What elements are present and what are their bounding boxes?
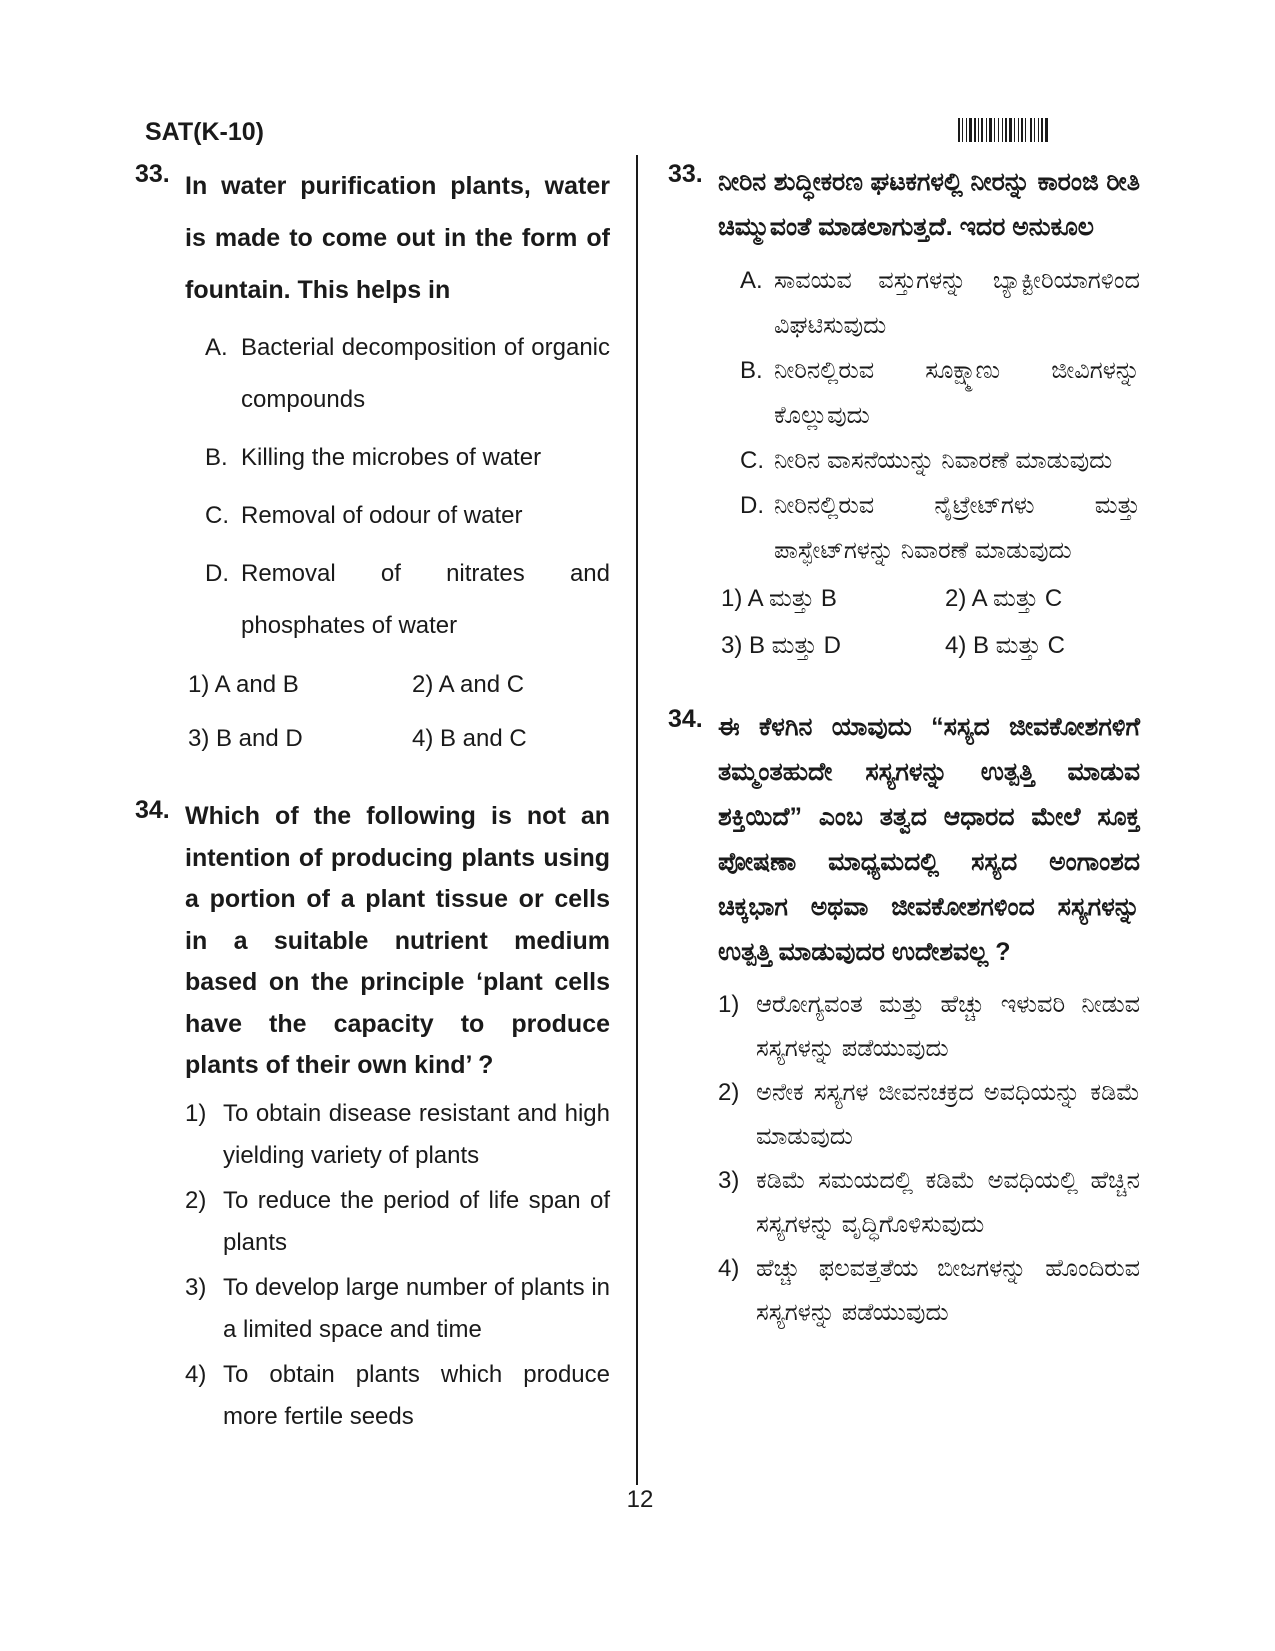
statement-text: ಸಾವಯವ ವಸ್ತುಗಳನ್ನು ಬ್ಯಾಕ್ಟೀರಿಯಾಗಳಿಂದ ವಿಘಟಿಸುವುದು: [774, 267, 1140, 339]
statement-list: [718, 258, 1140, 573]
statement-text: Removal of odour of water: [241, 502, 523, 529]
answer-choice-2: 2) A ಮತ್ತು C: [945, 585, 1063, 612]
statement-text: Bacterial decomposition of organic compounds: [241, 334, 610, 413]
option-label: 2): [718, 1079, 740, 1106]
statement-d: [718, 483, 1140, 573]
question-number: 34.: [668, 705, 703, 733]
statement-c: [718, 438, 1140, 483]
column-divider: [636, 155, 638, 1485]
page-number: 12: [626, 1486, 654, 1513]
statement-list: [185, 322, 610, 652]
option-list: [718, 983, 1140, 1335]
question-text: ನೀರಿನ ಶುದ್ಧೀಕರಣ ಘಟಕಗಳಲ್ಲಿ ನೀರನ್ನು ಕಾರಂಜಿ ರೀತಿ ಚಿಮ್ಮುವಂತೆ ಮಾಡಲಾಗುತ್ತದೆ. ಇದರ ಅನುಕೂಲ: [718, 168, 1140, 241]
statement-text: ನೀರಿನಲ್ಲಿರುವ ಸೂಕ್ಷ್ಮಾಣು ಜೀವಿಗಳನ್ನು ಕೊಲ್ಲುವುದು: [774, 357, 1140, 429]
option-list: [185, 1093, 610, 1438]
english-column: [135, 160, 610, 1441]
option-2: [718, 1071, 1140, 1159]
answer-choice-4: 4) B and C: [412, 725, 527, 752]
statement-label: C.: [205, 502, 229, 529]
option-4: [718, 1247, 1140, 1335]
question-number: 33.: [668, 160, 703, 188]
answer-choice-3: 3) B and D: [188, 725, 303, 752]
statement-text: ನೀರಿನಲ್ಲಿರುವ ನೈಟ್ರೇಟ್‌ಗಳು ಮತ್ತು ಪಾಸ್ಫೇಟ್‌ಗಳನ್ನು ನಿವಾರಣೆ ಮಾಡುವುದು: [774, 492, 1140, 564]
statement-b: [185, 432, 610, 484]
answer-choice-2: 2) A and C: [412, 671, 525, 698]
option-1: [185, 1093, 610, 1177]
option-label: 2): [185, 1186, 207, 1214]
kannada-column: [668, 160, 1140, 1335]
statement-label: A.: [205, 334, 228, 361]
answer-choice-1: 1) A and B: [188, 671, 299, 698]
option-4: [185, 1354, 610, 1438]
question-number: 34.: [135, 796, 170, 824]
option-label: 3): [718, 1167, 740, 1194]
option-3: [185, 1267, 610, 1351]
option-3: [718, 1159, 1140, 1247]
question-33-en: [135, 160, 610, 766]
exam-code: SAT(K-10): [145, 118, 264, 146]
statement-b: [718, 348, 1140, 438]
question-text: ಈ ಕೆಳಗಿನ ಯಾವುದು “ಸಸ್ಯದ ಜೀವಕೋಶಗಳಿಗೆ ತಮ್ಮಂತಹುದೇ ಸಸ್ಯಗಳನ್ನು ಉತ್ಪತ್ತಿ ಮಾಡುವ ಶಕ್ತಿಯಿದೆ” ಎಂಬ ತತ್ವದ ಆಧಾರದ ಮೇಲೆ ಸೂಕ್ತ ಪೋಷಣಾ ಮಾಧ್ಯಮದಲ್ಲಿ ಸಸ್ಯದ ಅಂಗಾಂಶದ ಚಿಕ್ಕಭಾಗ ಅಥವಾ ಜೀವಕೋಶಗಳಿಂದ ಸಸ್ಯಗಳನ್ನು ಉತ್ಪತ್ತಿ ಮಾಡುವುದರ ಉದೇಶವಲ್ಲ ?: [718, 713, 1140, 966]
option-2: [185, 1180, 610, 1264]
option-text: ಕಡಿಮೆ ಸಮಯದಲ್ಲಿ ಕಡಿಮೆ ಅವಧಿಯಲ್ಲಿ ಹೆಚ್ಚಿನ ಸಸ್ಯಗಳನ್ನು ವೃದ್ಧಿಗೊಳಿಸುವುದು: [756, 1167, 1140, 1238]
option-label: 1): [718, 991, 740, 1018]
option-text: To obtain disease resistant and high yielding variety of plants: [223, 1099, 610, 1169]
statement-d: [185, 548, 610, 652]
statement-label: C.: [740, 447, 764, 474]
statement-text: Killing the microbes of water: [241, 444, 542, 471]
option-label: 3): [185, 1273, 207, 1301]
question-number: 33.: [135, 160, 170, 188]
statement-text: Removal of nitrates and phosphates of water: [241, 560, 610, 639]
question-34-en: [135, 796, 610, 1438]
answer-choice-3: 3) B ಮತ್ತು D: [721, 632, 841, 659]
barcode-icon: [958, 118, 1136, 142]
question-text: In water purification plants, water is made to come out in the form of fountain. This helps in: [185, 172, 610, 304]
statement-label: A.: [740, 267, 763, 294]
question-34-kn: [668, 705, 1140, 1335]
answer-choice-1: 1) A ಮತ್ತು B: [721, 585, 837, 612]
option-text: To develop large number of plants in a limited space and time: [223, 1273, 610, 1343]
option-text: To obtain plants which produce more fertile seeds: [223, 1360, 610, 1430]
option-text: To reduce the period of life span of plants: [223, 1186, 610, 1256]
statement-a: [185, 322, 610, 426]
statement-label: D.: [740, 492, 764, 519]
statement-text: ನೀರಿನ ವಾಸನೆಯುನ್ನು ನಿವಾರಣೆ ಮಾಡುವುದು: [774, 447, 1113, 474]
statement-label: D.: [205, 560, 229, 587]
answer-choice-4: 4) B ಮತ್ತು C: [945, 632, 1065, 659]
option-label: 1): [185, 1099, 207, 1127]
statement-a: [718, 258, 1140, 348]
option-text: ಹೆಚ್ಚು ಫಲವತ್ತತೆಯ ಬೀಜಗಳನ್ನು ಹೊಂದಿರುವ ಸಸ್ಯಗಳನ್ನು ಪಡೆಯುವುದು: [756, 1255, 1140, 1326]
question-text: Which of the following is not an intention of producing plants using a portion of a plant tissue or cells in a suitable nutrient medium based on the principle ‘plant cells have the capacity to produce plants of their own kind’ ?: [185, 802, 610, 1079]
option-label: 4): [185, 1360, 207, 1388]
answer-choices: [185, 658, 610, 766]
option-text: ಆರೋಗ್ಯವಂತ ಮತ್ತು ಹೆಚ್ಚು ಇಳುವರಿ ನೀಡುವ ಸಸ್ಯಗಳನ್ನು ಪಡೆಯುವುದು: [756, 991, 1140, 1062]
statement-label: B.: [205, 444, 228, 471]
statement-c: [185, 490, 610, 542]
option-label: 4): [718, 1255, 740, 1282]
option-1: [718, 983, 1140, 1071]
statement-label: B.: [740, 357, 763, 384]
question-33-kn: [668, 160, 1140, 669]
answer-choices: [718, 575, 1140, 669]
option-text: ಅನೇಕ ಸಸ್ಯಗಳ ಜೀವನಚಕ್ರದ ಅವಧಿಯನ್ನು ಕಡಿಮೆ ಮಾಡುವುದು: [756, 1079, 1140, 1150]
